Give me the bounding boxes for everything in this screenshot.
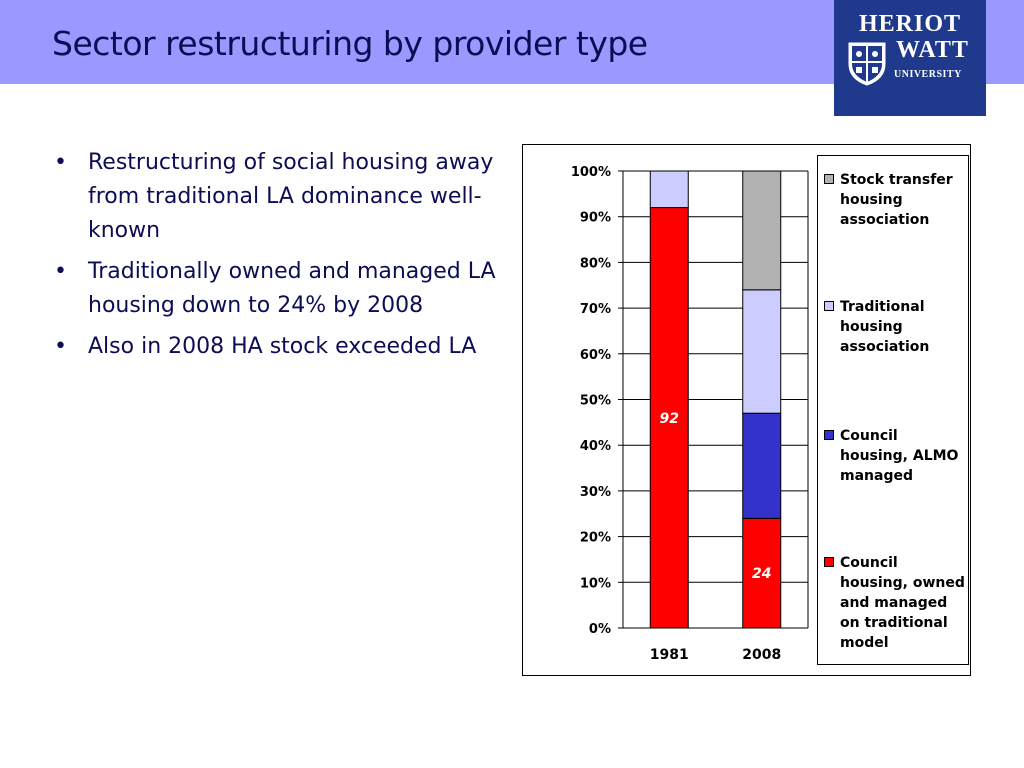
y-tick-label: 70%	[579, 302, 611, 318]
y-tick-label: 60%	[579, 347, 611, 363]
legend-item	[824, 426, 968, 486]
bar-segment	[743, 290, 781, 413]
legend-swatch	[824, 174, 834, 184]
university-logo	[834, 0, 986, 116]
legend-item	[824, 170, 968, 230]
x-tick-label: 1981	[649, 647, 689, 663]
legend-label: Council housing, owned and managed on traditional model	[840, 555, 965, 651]
legend-label: Stock transfer housing association	[840, 172, 953, 228]
chart-legend	[817, 155, 969, 665]
legend-swatch	[824, 301, 834, 311]
bullet-marker: •	[54, 259, 67, 284]
bullet-marker: •	[54, 150, 67, 175]
bullet-item	[50, 146, 500, 248]
x-tick-label: 2008	[742, 647, 782, 663]
legend-item	[824, 553, 968, 653]
legend-label: Traditional housing association	[840, 299, 930, 355]
crest-icon	[846, 40, 888, 86]
logo-text-heriot: HERIOT	[858, 11, 962, 37]
y-tick-label: 30%	[579, 484, 611, 500]
y-tick-label: 20%	[579, 530, 611, 546]
data-label: 24	[752, 566, 772, 583]
y-tick-label: 80%	[579, 256, 611, 272]
legend-item	[824, 297, 968, 357]
bullet-marker: •	[54, 334, 67, 359]
bullet-text: Restructuring of social housing away from traditional LA dominance well-known	[88, 150, 494, 243]
legend-swatch	[824, 430, 834, 440]
bullet-item	[50, 330, 500, 364]
legend-label: Council housing, ALMO managed	[840, 428, 959, 484]
y-tick-label: 90%	[579, 210, 611, 226]
data-label: 92	[659, 410, 679, 427]
y-tick-label: 100%	[570, 165, 611, 180]
bar-segment	[650, 171, 688, 208]
bar-segment	[743, 413, 781, 518]
bullet-text: Also in 2008 HA stock exceeded LA	[88, 334, 477, 359]
y-tick-label: 10%	[579, 576, 611, 592]
bar-segment	[743, 171, 781, 290]
logo-text-watt: WATT	[896, 37, 969, 63]
legend-swatch	[824, 557, 834, 567]
y-tick-label: 0%	[588, 622, 611, 637]
logo-text-university: UNIVERSITY	[894, 69, 962, 80]
slide-title: Sector restructuring by provider type	[52, 24, 648, 63]
y-tick-label: 40%	[579, 439, 611, 455]
y-tick-label: 50%	[579, 393, 611, 409]
bullet-list	[50, 146, 500, 371]
bullet-item	[50, 255, 500, 323]
bullet-text: Traditionally owned and managed LA housing down to 24% by 2008	[88, 259, 496, 318]
chart-frame	[522, 144, 971, 676]
